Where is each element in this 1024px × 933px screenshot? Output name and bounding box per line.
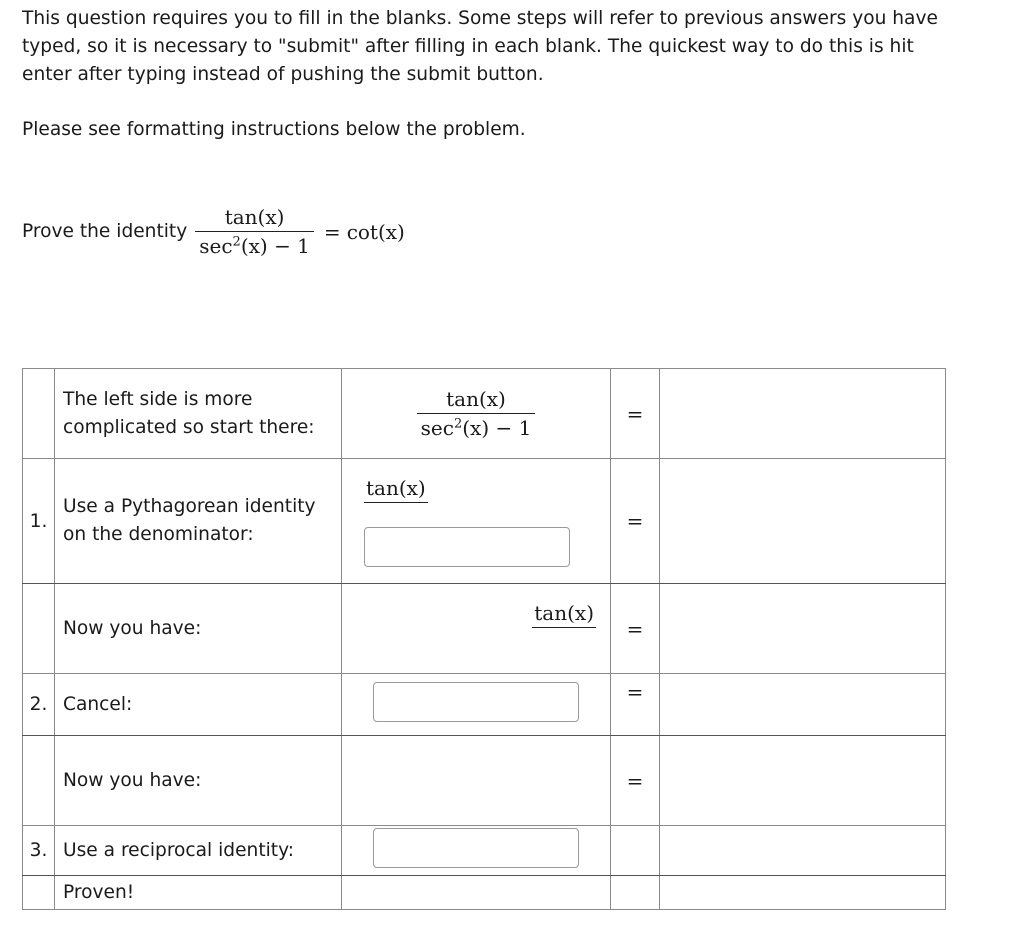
start-denominator <box>417 414 536 440</box>
empty-cell <box>660 826 946 876</box>
table-row <box>23 459 946 584</box>
equals-sign: = <box>611 736 660 826</box>
step-description: Use a Pythagorean identity on the denominator: <box>55 459 342 584</box>
start-denominator-exp: 2 <box>453 416 463 432</box>
equals-sign: = <box>611 459 660 584</box>
step-expression <box>342 459 611 584</box>
equals-sign: = <box>611 674 660 736</box>
table-row <box>23 826 946 876</box>
step-number: 1. <box>23 459 55 584</box>
current-numerator: tan(x) <box>532 601 596 628</box>
step-expression <box>342 369 611 459</box>
proof-table <box>22 368 946 910</box>
empty-cell <box>660 736 946 826</box>
instructions <box>22 5 962 144</box>
instructions-paragraph-2: Please see formatting instructions below the problem. <box>22 119 526 140</box>
instructions-paragraph-1: This question requires you to fill in the blanks. Some steps will refer to previous answers you have typed, so it is necessary to "submit" after filling in each blank. The quickest way to do this is hit enter after typing instead of pushing the submit button. <box>22 8 938 85</box>
current-fraction <box>532 601 596 628</box>
table-row <box>23 674 946 736</box>
step-expression <box>342 674 611 736</box>
problem-label: Prove the identity <box>22 221 188 242</box>
pythagorean-fraction <box>364 476 428 503</box>
empty-cell <box>660 674 946 736</box>
empty-cell <box>660 584 946 674</box>
problem-denominator-rest: (x) − 1 <box>240 234 310 258</box>
problem-numerator: tan(x) <box>195 205 314 232</box>
problem-denominator <box>195 232 314 258</box>
step-description: Use a reciprocal identity: <box>55 826 342 876</box>
step-number: 2. <box>23 674 55 736</box>
empty-cell <box>660 876 946 910</box>
equals-sign: = <box>611 584 660 674</box>
problem-equals: = <box>323 219 341 244</box>
step-number <box>23 369 55 459</box>
equals-sign <box>611 876 660 910</box>
step-number <box>23 876 55 910</box>
step-description: The left side is more complicated so start there: <box>55 369 342 459</box>
problem-denominator-exp: 2 <box>232 234 241 250</box>
problem-lhs-fraction <box>195 205 314 258</box>
empty-cell <box>660 459 946 584</box>
pythagorean-answer-input[interactable] <box>364 527 570 567</box>
table-row <box>23 584 946 674</box>
start-denominator-fn: sec <box>420 416 454 440</box>
step-description: Now you have: <box>55 736 342 826</box>
equals-sign: = <box>611 369 660 459</box>
step-expression <box>342 826 611 876</box>
start-fraction <box>417 387 536 440</box>
reciprocal-answer-input[interactable] <box>373 828 579 868</box>
step-description: Cancel: <box>55 674 342 736</box>
step-expression <box>342 584 611 674</box>
step-description: Now you have: <box>55 584 342 674</box>
step-expression <box>342 876 611 910</box>
cancel-answer-input[interactable] <box>373 682 579 722</box>
table-row <box>23 876 946 910</box>
problem-rhs: cot(x) <box>346 219 405 244</box>
step-number <box>23 736 55 826</box>
pythagorean-numerator: tan(x) <box>364 476 428 503</box>
table-row <box>23 736 946 826</box>
problem-denominator-fn: sec <box>199 234 233 258</box>
step-expression <box>342 736 611 826</box>
start-numerator: tan(x) <box>417 387 536 414</box>
equals-sign <box>611 826 660 876</box>
step-description: Proven! <box>55 876 342 910</box>
table-row <box>23 369 946 459</box>
step-number <box>23 584 55 674</box>
step-number: 3. <box>23 826 55 876</box>
empty-cell <box>660 369 946 459</box>
start-denominator-rest: (x) − 1 <box>462 416 532 440</box>
problem-statement <box>22 205 405 258</box>
